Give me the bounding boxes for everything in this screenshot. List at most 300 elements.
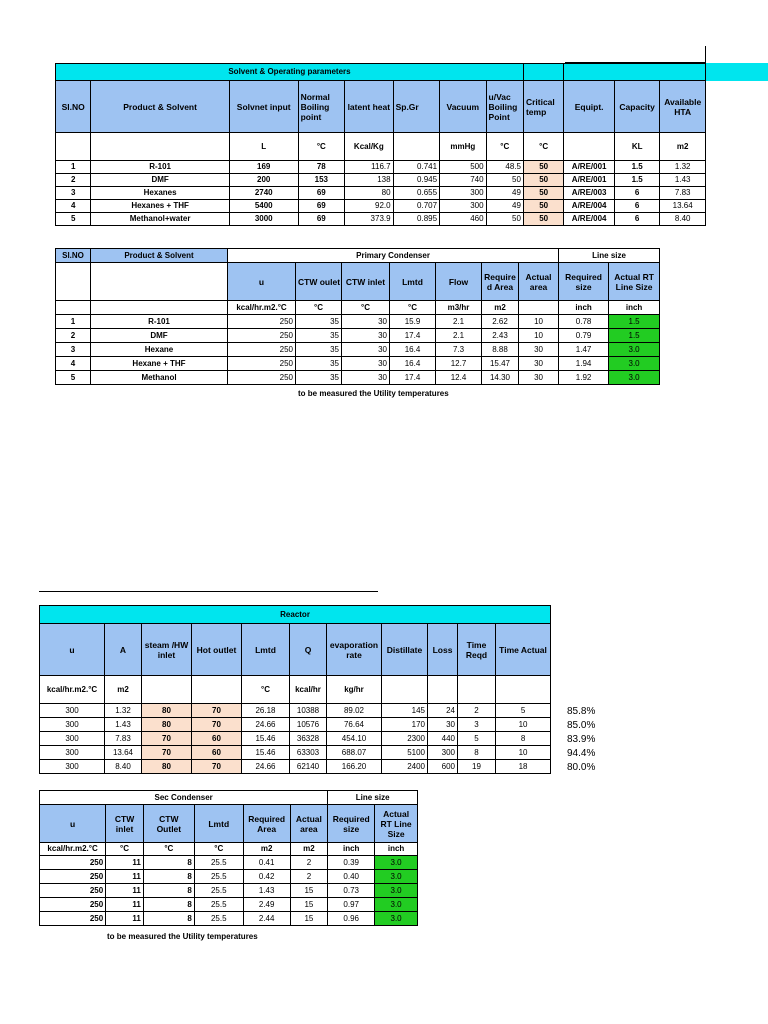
table-cell: 2740 [229,187,298,200]
column-header: Q [290,624,327,676]
unit-cell [142,676,192,704]
table-row [56,357,660,371]
table-cell: 35 [296,343,342,357]
table-cell: 69 [298,200,344,213]
column-header: CTW inlet [342,263,390,301]
table-cell: 15.9 [390,315,436,329]
table-cell: 92.0 [345,200,394,213]
column-header: Actual RT Line Size [609,263,660,301]
column-header: Require d Area [482,263,519,301]
table-cell: A/RE/001 [564,174,615,187]
table-cell: Methanol+water [91,213,229,226]
table-cell: 6 [614,187,659,200]
table-row [56,315,660,329]
table-cell: 50 [523,200,563,213]
table-cell: 4 [56,357,91,371]
table-cell: 35 [296,371,342,385]
table-cell: 35 [296,315,342,329]
column-header: Actual RT Line Size [375,805,418,843]
table-cell: 3 [56,343,91,357]
table-row [40,718,551,732]
efficiency-percent: 85.0% [567,720,596,731]
table-cell: 11 [106,870,144,884]
table-row [56,187,706,200]
table-cell: 3.0 [375,870,418,884]
table-cell: 30 [428,718,458,732]
table-cell: 50 [486,174,523,187]
table-cell: 2.1 [436,329,482,343]
table-cell: 0.79 [559,329,609,343]
unit-cell: inch [609,301,660,315]
table-cell: 166.20 [327,760,382,774]
table-cell: A/RE/004 [564,200,615,213]
column-header: Lmtd [242,624,290,676]
table-cell: 373.9 [345,213,394,226]
table-cell: 17.4 [390,329,436,343]
table-title: Solvent & Operating parameters [56,64,524,81]
unit-cell [393,133,439,161]
column-header: Required size [328,805,375,843]
table-cell: 69 [298,187,344,200]
table-cell: 11 [106,884,144,898]
table-cell: 70 [192,760,242,774]
table-cell: 30 [342,329,390,343]
table-cell: 25.5 [194,856,243,870]
unit-cell [91,133,229,161]
unit-cell: kcal/hr.m2.°C [40,676,105,704]
unit-cell: °C [143,843,194,856]
table-cell: 3.0 [375,898,418,912]
table-cell: 2.49 [243,898,290,912]
table-row [40,746,551,760]
table-cell: 15.47 [482,357,519,371]
unit-cell: inch [328,843,375,856]
table-cell: 16.4 [390,357,436,371]
unit-cell: °C [194,843,243,856]
table-cell: R-101 [91,161,229,174]
efficiency-percent: 94.4% [567,748,596,759]
table-cell: 440 [428,732,458,746]
table-cell: 25.5 [194,912,243,926]
unit-cell [458,676,496,704]
unit-cell: °C [342,301,390,315]
table-cell: 0.97 [328,898,375,912]
table-cell: 300 [440,187,486,200]
table-cell: 250 [228,357,296,371]
table-cell: 30 [519,371,559,385]
table-row [56,371,660,385]
table-cell: 5400 [229,200,298,213]
table-cell: 30 [519,357,559,371]
table2-note: to be measured the Utility temperatures [298,389,449,398]
table-cell: 11 [106,856,144,870]
table-cell: 62140 [290,760,327,774]
table-cell: 25.5 [194,870,243,884]
table-cell: 15 [290,912,328,926]
solvent-parameters-table [55,63,706,226]
unit-cell: m3/hr [436,301,482,315]
unit-cell: m2 [660,133,706,161]
column-header: Product & Solvent [91,249,228,263]
table-cell: 1.43 [243,884,290,898]
table-cell: 1.94 [559,357,609,371]
table-cell: R-101 [91,315,228,329]
table-cell: 80 [345,187,394,200]
unit-cell: KL [614,133,659,161]
table-cell: 688.07 [327,746,382,760]
table-cell: 250 [40,870,106,884]
table-cell: 13.64 [660,200,706,213]
table-cell: 460 [440,213,486,226]
table-cell: 1.32 [660,161,706,174]
unit-cell: kg/hr [327,676,382,704]
table-cell: 1 [56,315,91,329]
table-cell: 3 [458,718,496,732]
table-cell: 8 [496,732,551,746]
table-cell: 8 [143,884,194,898]
column-header: Distillate [382,624,428,676]
table-cell: 250 [40,856,106,870]
table-cell: 30 [342,343,390,357]
table-cell: 1.32 [105,704,142,718]
column-header: Flow [436,263,482,301]
column-header: Available HTA [660,81,706,133]
table-cell: 200 [229,174,298,187]
table-cell: A/RE/003 [564,187,615,200]
unit-cell: °C [296,301,342,315]
table-cell: 0.945 [393,174,439,187]
table-cell: 1.5 [614,174,659,187]
table-cell: 10 [519,315,559,329]
unit-cell [519,301,559,315]
unit-cell [91,301,228,315]
unit-cell: inch [375,843,418,856]
table-cell: A/RE/004 [564,213,615,226]
table-row [40,760,551,774]
table-cell: 250 [228,343,296,357]
table-cell: 0.895 [393,213,439,226]
reactor-top-rule [39,591,378,592]
primary-condenser-table [55,248,660,385]
table-cell: 300 [40,704,105,718]
unit-cell [56,133,91,161]
table-cell: 3.0 [375,856,418,870]
table-row [40,704,551,718]
table-cell: 15 [290,898,328,912]
table-cell: 8 [143,870,194,884]
unit-cell: °C [523,133,563,161]
table-cell: Methanol [91,371,228,385]
unit-cell: °C [390,301,436,315]
table-cell: 24.66 [242,718,290,732]
group-header-primary: Primary Condenser [228,249,559,263]
column-header: latent heat [345,81,394,133]
table-cell: 60 [192,732,242,746]
table-cell: 740 [440,174,486,187]
table-cell: 0.741 [393,161,439,174]
table-cell: 8.88 [482,343,519,357]
table-cell: 7.3 [436,343,482,357]
table-cell: 50 [523,187,563,200]
table-cell: 8.40 [660,213,706,226]
column-header: Sp.Gr [393,81,439,133]
table-cell: 49 [486,200,523,213]
table-row [40,898,418,912]
reactor-table [39,605,551,774]
efficiency-percent: 80.0% [567,762,596,773]
table-cell: 170 [382,718,428,732]
table-cell: 2.1 [436,315,482,329]
table-cell: 454.10 [327,732,382,746]
table-cell: 80 [142,760,192,774]
unit-cell: m2 [105,676,142,704]
table-row [40,732,551,746]
table-cell: 2.44 [243,912,290,926]
table-cell: 12.4 [436,371,482,385]
table-cell: 15 [290,884,328,898]
table-cell: 138 [345,174,394,187]
table-cell: 5 [458,732,496,746]
table-cell: 76.64 [327,718,382,732]
table-cell: Hexane + THF [91,357,228,371]
table-cell: 169 [229,161,298,174]
column-header: u [40,624,105,676]
sec-condenser-table [39,790,418,926]
table-cell: 8 [143,898,194,912]
table-cell: 5 [56,371,91,385]
table-cell: 1 [56,161,91,174]
table-cell: 3 [56,187,91,200]
table-cell: 5 [496,704,551,718]
table-cell: 50 [523,161,563,174]
table-cell: 2 [290,870,328,884]
table-row [40,884,418,898]
table-cell: 3.0 [375,912,418,926]
top-right-cyan-bar [705,63,768,81]
table-cell: 5 [56,213,91,226]
table-row [56,174,706,187]
table-cell: 10388 [290,704,327,718]
table-cell: 0.73 [328,884,375,898]
table-cell: 6 [614,213,659,226]
table-cell: 50 [523,174,563,187]
table-cell: 300 [440,200,486,213]
unit-cell: inch [559,301,609,315]
column-header: Capacity [614,81,659,133]
table-cell: 300 [40,718,105,732]
column-header: CTW inlet [106,805,144,843]
column-header: Lmtd [390,263,436,301]
unit-cell: m2 [482,301,519,315]
table-cell: 6 [614,200,659,213]
unit-cell: kcal/hr [290,676,327,704]
unit-cell: °C [106,843,144,856]
table-cell: 19 [458,760,496,774]
table-row [56,200,706,213]
table-cell: 2 [56,174,91,187]
table-cell: 17.4 [390,371,436,385]
table-cell: 250 [40,884,106,898]
table-cell: 0.41 [243,856,290,870]
table-cell: 63303 [290,746,327,760]
table-cell: 116.7 [345,161,394,174]
table-cell: 4 [56,200,91,213]
table-cell: 30 [342,371,390,385]
table-cell: 78 [298,161,344,174]
table-row [40,856,418,870]
table-cell: 35 [296,357,342,371]
table-cell: 2 [458,704,496,718]
column-header: Actual area [519,263,559,301]
table-cell: 89.02 [327,704,382,718]
table-cell: DMF [91,329,228,343]
table-cell: 11 [106,898,144,912]
table-cell: Hexane [91,343,228,357]
table-cell: 10 [496,718,551,732]
table-row [56,329,660,343]
header-empty [56,263,91,301]
table-cell: 80 [142,704,192,718]
table-cell: 2300 [382,732,428,746]
unit-cell: Kcal/Kg [345,133,394,161]
unit-cell: m2 [290,843,328,856]
column-header: Equipt. [564,81,615,133]
group-header-line-size: Line size [328,791,418,805]
unit-cell: °C [486,133,523,161]
table-cell: 25.5 [194,884,243,898]
table-cell: 70 [142,746,192,760]
table-cell: 300 [40,746,105,760]
table-cell: Hexanes [91,187,229,200]
unit-cell: mmHg [440,133,486,161]
title-cell-empty [564,64,706,81]
table-cell: 70 [192,718,242,732]
table-cell: 24.66 [242,760,290,774]
table-cell: 50 [523,213,563,226]
column-header: Solvnet input [229,81,298,133]
table-cell: 60 [192,746,242,760]
column-header: Normal Boiling point [298,81,344,133]
unit-cell: °C [298,133,344,161]
table-cell: 2.62 [482,315,519,329]
table-cell: 0.96 [328,912,375,926]
unit-cell: L [229,133,298,161]
column-header: Vacuum [440,81,486,133]
header-empty [91,263,228,301]
table-cell: 10 [496,746,551,760]
table-cell: 300 [40,732,105,746]
table-title: Reactor [40,606,551,624]
group-header-line-size: Line size [559,249,660,263]
table-cell: 15.46 [242,746,290,760]
table-cell: 300 [40,760,105,774]
top-right-tick [705,46,706,63]
table-cell: 3.0 [609,371,660,385]
column-header: Time Reqd [458,624,496,676]
table-cell: 0.655 [393,187,439,200]
unit-cell [382,676,428,704]
unit-cell [428,676,458,704]
title-cell-empty [523,64,563,81]
column-header: Actual area [290,805,328,843]
table4-note: to be measured the Utility temperatures [107,932,258,941]
table-cell: 0.78 [559,315,609,329]
table-cell: 8 [143,912,194,926]
table-cell: 1.47 [559,343,609,357]
table-cell: 5100 [382,746,428,760]
table-cell: 600 [428,760,458,774]
table-cell: 2.43 [482,329,519,343]
table-cell: 10 [519,329,559,343]
table-cell: 250 [228,315,296,329]
column-header: u [228,263,296,301]
unit-cell: °C [242,676,290,704]
table-cell: 250 [40,912,106,926]
table-cell: 3.0 [375,884,418,898]
column-header: CTW Outlet [143,805,194,843]
table-cell: 36328 [290,732,327,746]
table-cell: 3.0 [609,357,660,371]
table-cell: 70 [192,704,242,718]
table-cell: 153 [298,174,344,187]
column-header: evaporation rate [327,624,382,676]
table-cell: A/RE/001 [564,161,615,174]
column-header: Required size [559,263,609,301]
table-cell: 300 [428,746,458,760]
table-cell: 16.4 [390,343,436,357]
efficiency-percent: 83.9% [567,734,596,745]
column-header: CTW oulet [296,263,342,301]
column-header: Critical temp [523,81,563,133]
table-cell: 18 [496,760,551,774]
table-cell: 10576 [290,718,327,732]
table-cell: 24 [428,704,458,718]
table-cell: 250 [40,898,106,912]
column-header: Time Actual [496,624,551,676]
table-cell: 50 [486,213,523,226]
table-cell: 13.64 [105,746,142,760]
table-cell: 25.5 [194,898,243,912]
table-cell: 0.42 [243,870,290,884]
table-cell: 7.83 [105,732,142,746]
table-cell: 80 [142,718,192,732]
column-header: Loss [428,624,458,676]
table-cell: 0.40 [328,870,375,884]
table-cell: 0.39 [328,856,375,870]
table-cell: 30 [519,343,559,357]
unit-cell [564,133,615,161]
unit-cell [496,676,551,704]
table-cell: 70 [142,732,192,746]
unit-cell [56,301,91,315]
table-cell: 11 [106,912,144,926]
table-cell: 69 [298,213,344,226]
table-cell: DMF [91,174,229,187]
column-header: Sl.NO [56,81,91,133]
group-header-sec: Sec Condenser [40,791,328,805]
table-cell: 1.43 [105,718,142,732]
table-cell: 145 [382,704,428,718]
table-cell: 3.0 [609,343,660,357]
column-header: u [40,805,106,843]
table-cell: 1.5 [609,329,660,343]
table-cell: 1.5 [614,161,659,174]
table-cell: 48.5 [486,161,523,174]
table-row [56,343,660,357]
column-header: steam /HW inlet [142,624,192,676]
table-cell: 8 [143,856,194,870]
column-header: Hot outlet [192,624,242,676]
